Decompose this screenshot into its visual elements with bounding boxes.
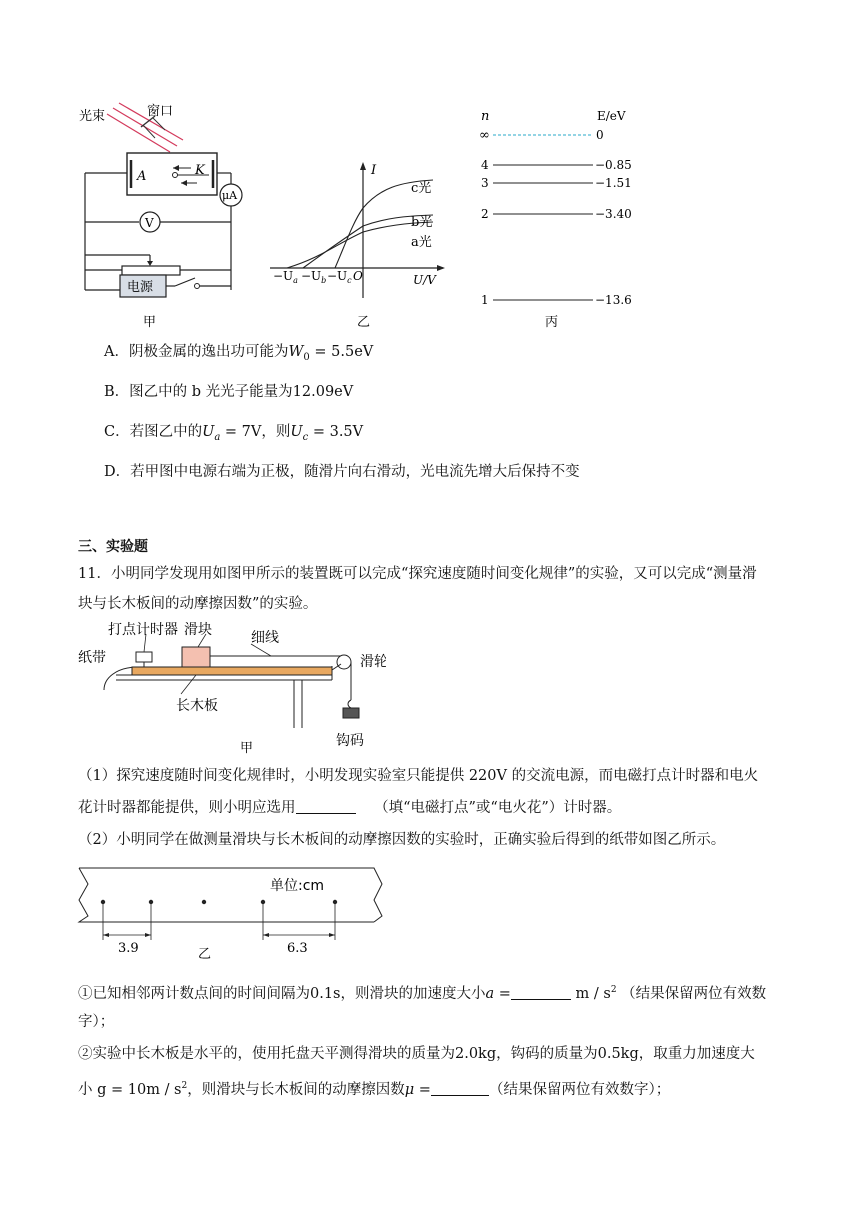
figure-bing-energy-levels (475, 108, 640, 333)
tape-d1: 3.9 (118, 941, 139, 956)
anode-label: A (137, 169, 147, 184)
level-3-e: −1.51 (595, 176, 632, 190)
curve-c-label: c光 (411, 181, 432, 196)
weight-label: 钩码 (336, 733, 364, 749)
thread-label: 细线 (251, 630, 279, 646)
answer-blank-acceleration[interactable] (511, 985, 571, 1000)
window-label: 窗口 (147, 104, 174, 119)
power-label: 电源 (127, 280, 154, 295)
axis-i-label: I (371, 163, 377, 178)
figure-yi-caption: 乙 (357, 315, 371, 330)
uc-label: $-U_c$ (327, 269, 352, 285)
answer-blank-friction[interactable] (431, 1081, 489, 1096)
figure-q11-tape (74, 862, 384, 962)
curve-b-label: b光 (411, 215, 433, 230)
origin-label: O (353, 269, 363, 283)
level-4-e: −0.85 (595, 158, 632, 172)
pulley-label: 滑轮 (360, 654, 386, 670)
q11-part2: （2）小明同学在做测量滑块与长木板间的动摩擦因数的实验时，正确实验后得到的纸带如图乙所示。 (78, 832, 726, 848)
microammeter-label: μA (222, 189, 238, 202)
ua-label: $-U_a$ (273, 269, 298, 285)
level-1-n: 1 (481, 293, 489, 307)
level-1-e: −13.6 (595, 293, 632, 307)
figure-jia-caption: 甲 (143, 315, 157, 330)
level-2-e: −3.40 (595, 207, 632, 221)
section-title: 三、实验题 (78, 539, 148, 555)
figure-jia-circuit (75, 100, 245, 335)
curve-a-label: a光 (411, 235, 432, 250)
axis-u-label: U/V (413, 273, 436, 287)
voltmeter-label: V (145, 216, 154, 230)
tape-caption: 乙 (198, 947, 212, 962)
q11-intro-line1: 11．小明同学发现用如图甲所示的装置既可以完成“探究速度随时间变化规律”的实验，又可以完成“测量滑 (78, 566, 757, 582)
q11-sub1-line1: ①已知相邻两计数点间的时间间隔为0.1s，则滑块的加速度大小$a = m / s^2$ （结果保留两位有效数 (78, 985, 767, 1002)
apparatus-caption: 甲 (240, 741, 254, 755)
level-3-n: 3 (481, 176, 489, 190)
answer-blank-timer[interactable] (296, 799, 356, 814)
ub-label: $-U_b$ (301, 269, 327, 285)
option-d: D．若甲图中电源右端为正极，随滑片向右滑动，光电流先增大后保持不变 (104, 464, 580, 480)
timer-label: 打点计时器 (108, 622, 178, 638)
board-label: 长木板 (176, 698, 218, 714)
figure-q11-apparatus (76, 620, 386, 755)
q11-intro-line2: 块与长木板间的动摩擦因数”的实验。 (78, 596, 318, 612)
n-header: n (481, 109, 490, 124)
level-4-n: 4 (481, 158, 489, 172)
option-c: C．若图乙中的$U_a = 7V$，则$U_c = 3.5V$ (104, 424, 364, 443)
q11-part1-line2: 花计时器都能提供，则小明应选用 （填“电磁打点”或“电火花”）计时器。 (78, 800, 622, 816)
cathode-label: K (195, 163, 205, 178)
level-inf-e: 0 (596, 128, 604, 142)
tape-label: 纸带 (78, 650, 106, 666)
q11-sub2-line1: ②实验中长木板是水平的，使用托盘天平测得滑块的质量为2.0kg，钩码的质量为0.5kg，取重力加速度大 (78, 1046, 755, 1062)
level-2-n: 2 (481, 207, 489, 221)
tape-d2: 6.3 (287, 941, 308, 956)
q11-sub1-line2: 字）； (78, 1014, 115, 1030)
option-a: A．阴极金属的逸出功可能为$W_0 = 5.5eV$ (104, 344, 374, 363)
q11-part1-line1: （1）探究速度随时间变化规律时，小明发现实验室只能提供 220V 的交流电源，而电磁打点计时器和电火 (78, 768, 759, 784)
figure-bing-caption: 丙 (545, 315, 559, 330)
beam-label: 光束 (79, 109, 106, 124)
option-b: B．图乙中的 b 光光子能量为12.09eV (104, 384, 354, 400)
slider-label: 滑块 (184, 622, 212, 638)
figure-yi-graph (265, 160, 450, 335)
level-inf-n: ∞ (479, 128, 490, 143)
tape-unit: 单位:cm (270, 878, 325, 894)
e-header: E/eV (597, 109, 626, 123)
q11-sub2-line2: 小 $g = 10m / s^2$，则滑块与长木板间的动摩擦因数μ = （结果保留两位有效数字）； (78, 1081, 671, 1098)
